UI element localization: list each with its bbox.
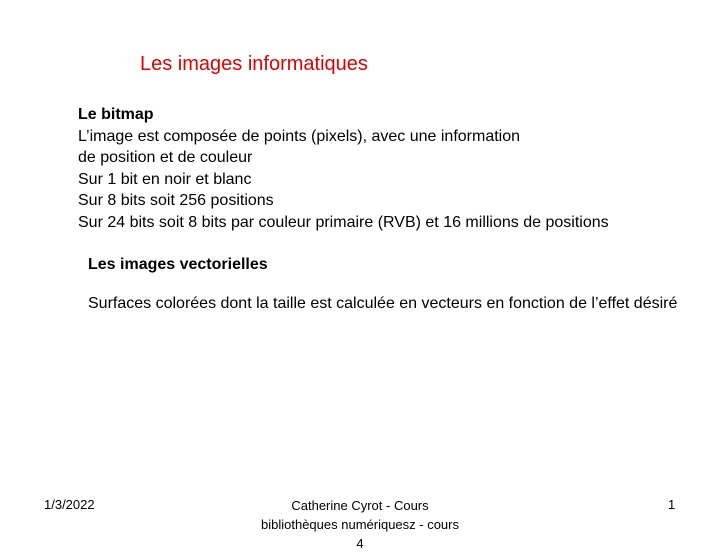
bitmap-line-4: Sur 8 bits soit 256 positions — [78, 192, 274, 209]
bitmap-line-5: Sur 24 bits soit 8 bits par couleur primaire (RVB) et 16 millions de positions — [78, 213, 609, 231]
footer-author-line-1: Catherine Cyrot - Cours — [291, 498, 429, 513]
slide-title: Les images informatiques — [140, 53, 368, 75]
footer-author — [240, 496, 480, 553]
bitmap-line-1: L’image est composée de points (pixels), avec une information — [78, 127, 521, 145]
footer-author-line-2: bibliothèques numériquesz - cours — [261, 517, 459, 532]
vector-text: Surfaces colorées dont la taille est calculée en vecteurs en fonction de l’effet désiré — [88, 295, 678, 312]
footer-date: 1/3/2022 — [44, 497, 95, 512]
footer-page-number: 1 — [668, 497, 676, 512]
footer-author-line-3: 4 — [356, 536, 364, 551]
bitmap-heading: Le bitmap — [78, 106, 154, 123]
bitmap-line-2: de position et de couleur — [78, 149, 253, 166]
bitmap-section — [78, 104, 609, 233]
vector-heading: Les images vectorielles — [88, 256, 268, 273]
bitmap-line-3: Sur 1 bit en noir et blanc — [78, 170, 252, 188]
